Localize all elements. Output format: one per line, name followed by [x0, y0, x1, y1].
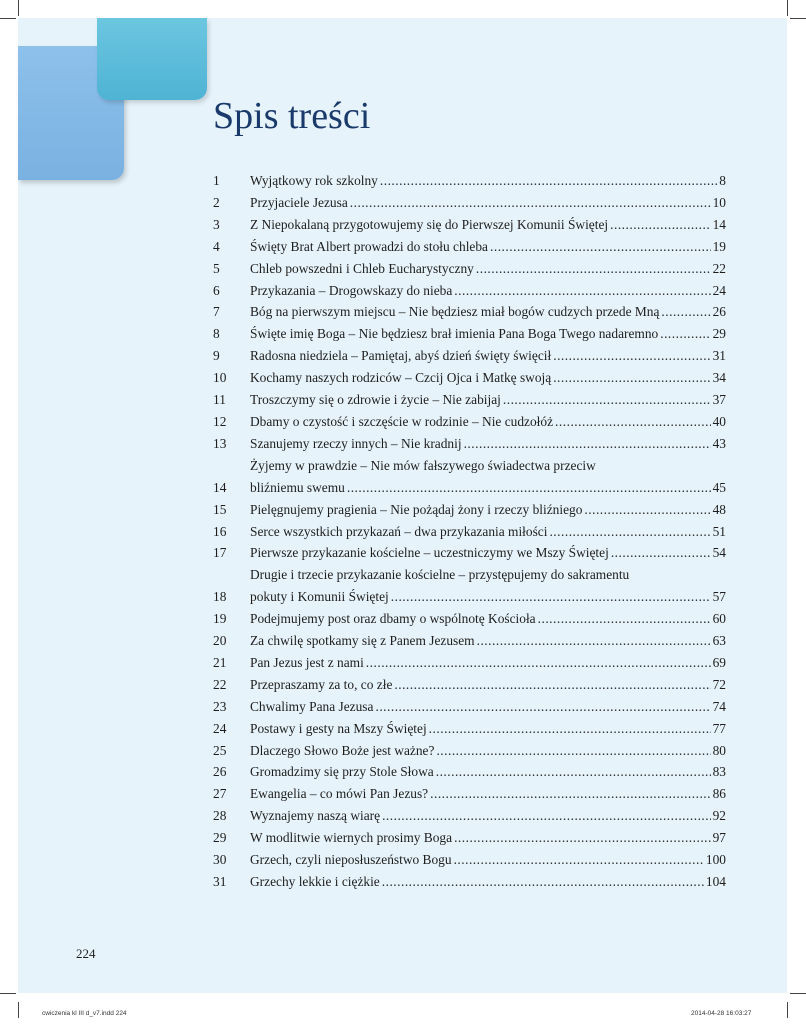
toc-entry-title: Radosna niedziela – Pamiętaj, abyś dzień święty święcił [250, 348, 552, 364]
toc-entry [213, 433, 726, 455]
toc-entry-number: 4 [213, 238, 220, 254]
toc-entry-title: Troszczymy się o zdrowie i życie – Nie zabijaj [250, 392, 501, 408]
dot-leader [660, 323, 710, 345]
toc-entry [213, 192, 726, 214]
toc-entry [213, 499, 726, 521]
toc-entry-number: 27 [213, 786, 227, 802]
toc-entry-page: 54 [712, 545, 726, 561]
toc-entry [213, 652, 726, 674]
page-title: Spis treści [213, 95, 371, 137]
decorative-square-dark [97, 18, 207, 100]
toc-entry-page: 34 [712, 370, 726, 386]
toc-entry-page: 80 [712, 742, 726, 758]
toc-entry-page: 31 [712, 348, 726, 364]
toc-entry-title: Bóg na pierwszym miejscu – Nie będziesz miał bogów cudzych przede Mną [250, 304, 660, 320]
toc-entry-number: 17 [213, 545, 227, 561]
dot-leader [553, 367, 710, 389]
table-of-contents [213, 170, 726, 893]
toc-entry-title: Ewangelia – co mówi Pan Jezus? [250, 786, 429, 802]
dot-leader [454, 827, 711, 849]
toc-entry-number: 13 [213, 435, 227, 451]
toc-entry-page: 26 [712, 304, 726, 320]
toc-entry-number: 30 [213, 852, 227, 868]
dot-leader [380, 170, 717, 192]
toc-entry-page: 40 [712, 413, 726, 429]
toc-entry-number: 15 [213, 501, 227, 517]
toc-entry-number: 20 [213, 633, 227, 649]
dot-leader [538, 608, 711, 630]
toc-entry-number: 23 [213, 698, 227, 714]
toc-entry-page: 51 [712, 523, 726, 539]
dot-leader [382, 871, 704, 893]
toc-entry-page: 72 [712, 676, 726, 692]
dot-leader [436, 761, 711, 783]
toc-entry-page: 57 [712, 589, 726, 605]
toc-entry-title: Za chwilę spotkamy się z Panem Jezusem [250, 633, 475, 649]
toc-entry-page: 86 [712, 786, 726, 802]
toc-entry-number: 22 [213, 676, 227, 692]
toc-entry-number: 25 [213, 742, 227, 758]
toc-entry-title: bliźniemu swemu [250, 479, 345, 495]
toc-entry-number: 29 [213, 830, 227, 846]
dot-leader [611, 542, 711, 564]
dot-leader [555, 411, 711, 433]
toc-entry-number: 11 [213, 392, 226, 408]
dot-leader [382, 805, 711, 827]
toc-entry [213, 608, 726, 630]
toc-entry-title: Postawy i gesty na Mszy Świętej [250, 720, 427, 736]
toc-entry-page: 100 [705, 852, 726, 868]
toc-entry-title: Przykazania – Drogowskazy do nieba [250, 282, 453, 298]
toc-entry-title: Święty Brat Albert prowadzi do stołu chleba [250, 238, 489, 254]
dot-leader [454, 280, 710, 302]
dot-leader [350, 192, 711, 214]
dot-leader [464, 433, 711, 455]
toc-entry-number: 10 [213, 370, 227, 386]
toc-entry-number: 7 [213, 304, 220, 320]
toc-entry [213, 674, 726, 696]
toc-entry-title: Pielęgnujemy pragienia – Nie pożądaj żony i rzeczy bliźniego [250, 501, 583, 517]
toc-entry-title: Z Niepokalaną przygotowujemy się do Pierwszej Komunii Świętej [250, 216, 609, 232]
toc-entry-page: 63 [712, 633, 726, 649]
toc-entry [213, 805, 726, 827]
toc-entry [213, 783, 726, 805]
toc-entry [213, 521, 726, 543]
dot-leader [394, 674, 710, 696]
toc-entry-page: 74 [712, 698, 726, 714]
toc-entry-page: 19 [712, 238, 726, 254]
toc-entry-number: 14 [213, 479, 227, 495]
toc-entry-page: 24 [712, 282, 726, 298]
toc-entry-title: pokuty i Komunii Świętej [250, 589, 389, 605]
toc-entry-title: Wyznajemy naszą wiarę [250, 808, 381, 824]
toc-entry [213, 301, 726, 323]
toc-entry [213, 323, 726, 345]
toc-entry-number: 5 [213, 260, 220, 276]
toc-entry-number: 2 [213, 194, 220, 210]
toc-entry-number: 8 [213, 326, 220, 342]
dot-leader [429, 718, 711, 740]
toc-entry-page: 92 [712, 808, 726, 824]
toc-entry [213, 849, 726, 871]
toc-entry [213, 214, 726, 236]
toc-entry [213, 542, 726, 564]
dot-leader [454, 849, 704, 871]
toc-entry-number: 16 [213, 523, 227, 539]
toc-entry [213, 827, 726, 849]
toc-entry [213, 345, 726, 367]
toc-entry [213, 761, 726, 783]
toc-entry-number: 26 [213, 764, 227, 780]
toc-entry-page: 43 [712, 435, 726, 451]
dot-leader [553, 345, 710, 367]
toc-entry-page: 45 [712, 479, 726, 495]
toc-entry-page: 104 [705, 874, 726, 889]
toc-entry-number: 6 [213, 282, 220, 298]
dot-leader [661, 301, 710, 323]
dot-leader [490, 236, 711, 258]
toc-entry-number: 21 [213, 654, 227, 670]
print-slug-date: 2014-04-28 16:03:27 [691, 1010, 752, 1017]
page-number: 224 [76, 946, 96, 961]
toc-entry-title: Święte imię Boga – Nie będziesz brał imienia Pana Boga Twego nadaremno [250, 326, 659, 342]
toc-entry-page: 60 [712, 611, 726, 627]
toc-entry-number: 24 [213, 720, 227, 736]
toc-entry-number: 31 [213, 874, 227, 889]
toc-entry [213, 564, 726, 608]
toc-entry-page: 37 [712, 392, 726, 408]
toc-entry-page: 10 [712, 194, 726, 210]
toc-entry-title: Gromadzimy się przy Stole Słowa [250, 764, 434, 780]
toc-entry-page: 14 [712, 216, 726, 232]
toc-entry-number: 12 [213, 413, 227, 429]
dot-leader [436, 740, 710, 762]
toc-entry-number: 9 [213, 348, 220, 364]
toc-entry-number: 18 [213, 589, 227, 605]
dot-leader [366, 652, 711, 674]
toc-entry [213, 871, 726, 893]
toc-entry [213, 718, 726, 740]
toc-entry-title: Serce wszystkich przykazań – dwa przykazania miłości [250, 523, 548, 539]
toc-entry-number: 28 [213, 808, 227, 824]
toc-entry [213, 258, 726, 280]
dot-leader [430, 783, 710, 805]
toc-entry-page: 8 [719, 173, 726, 188]
dot-leader [610, 214, 710, 236]
toc-entry-page: 83 [712, 764, 726, 780]
toc-entry-title: Chwalimy Pana Jezusa [250, 698, 374, 714]
toc-entry [213, 696, 726, 718]
crop-mark [0, 18, 16, 19]
toc-entry-title: Podejmujemy post oraz dbamy o wspólnotę Kościoła [250, 611, 536, 627]
toc-entry-page: 77 [712, 720, 726, 736]
toc-entry [213, 389, 726, 411]
dot-leader [476, 258, 711, 280]
toc-entry [213, 740, 726, 762]
print-slug-file: cwiczenia kl III d_v7.indd 224 [42, 1010, 127, 1017]
dot-leader [391, 586, 711, 608]
toc-entry [213, 630, 726, 652]
toc-entry-title: Dbamy o czystość i szczęście w rodzinie – Nie cudzołóż [250, 413, 554, 429]
toc-entry [213, 411, 726, 433]
toc-entry-title: Grzechy lekkie i ciężkie [250, 874, 380, 889]
toc-entry [213, 236, 726, 258]
toc-entry-title: W modlitwie wiernych prosimy Boga [250, 830, 453, 846]
toc-entry-title: Przyjaciele Jezusa [250, 194, 348, 210]
toc-entry [213, 367, 726, 389]
toc-entry-title: Wyjątkowy rok szkolny [250, 173, 378, 188]
toc-entry-title: Grzech, czyli nieposłuszeństwo Bogu [250, 852, 452, 868]
toc-entry-page: 69 [712, 654, 726, 670]
crop-mark [18, 0, 19, 16]
toc-entry-title: Przepraszamy za to, co złe [250, 676, 393, 692]
toc-entry-title-line: Żyjemy w prawdzie – Nie mów fałszywego świadectwa przeciw [250, 457, 596, 473]
toc-entry-page: 97 [712, 830, 726, 846]
dot-leader [549, 521, 710, 543]
dot-leader [347, 477, 711, 499]
toc-entry [213, 170, 726, 192]
dot-leader [584, 499, 710, 521]
toc-entry-title: Dlaczego Słowo Boże jest ważne? [250, 742, 435, 758]
toc-entry [213, 455, 726, 499]
toc-entry-title: Chleb powszedni i Chleb Eucharystyczny [250, 260, 474, 276]
toc-entry-page: 48 [712, 501, 726, 517]
crop-mark [0, 993, 16, 994]
dot-leader [375, 696, 710, 718]
toc-entry-title: Kochamy naszych rodziców – Czcij Ojca i Matkę swoją [250, 370, 552, 386]
crop-mark [790, 993, 806, 994]
toc-entry-page: 22 [712, 260, 726, 276]
toc-entry-number: 3 [213, 216, 220, 232]
toc-entry-title: Szanujemy rzeczy innych – Nie kradnij [250, 435, 462, 451]
toc-entry [213, 280, 726, 302]
toc-entry-number: 1 [213, 173, 220, 188]
toc-entry-title: Pan Jezus jest z nami [250, 654, 364, 670]
dot-leader [503, 389, 711, 411]
crop-mark [18, 1002, 19, 1018]
crop-mark [787, 1002, 788, 1018]
toc-entry-title: Pierwsze przykazanie kościelne – uczestniczymy we Mszy Świętej [250, 545, 609, 561]
crop-mark [787, 0, 788, 16]
toc-entry-number: 19 [213, 611, 227, 627]
crop-mark [790, 18, 806, 19]
toc-entry-title-line: Drugie i trzecie przykazanie kościelne – przystępujemy do sakramentu [250, 567, 630, 583]
toc-entry-page: 29 [712, 326, 726, 342]
dot-leader [477, 630, 711, 652]
